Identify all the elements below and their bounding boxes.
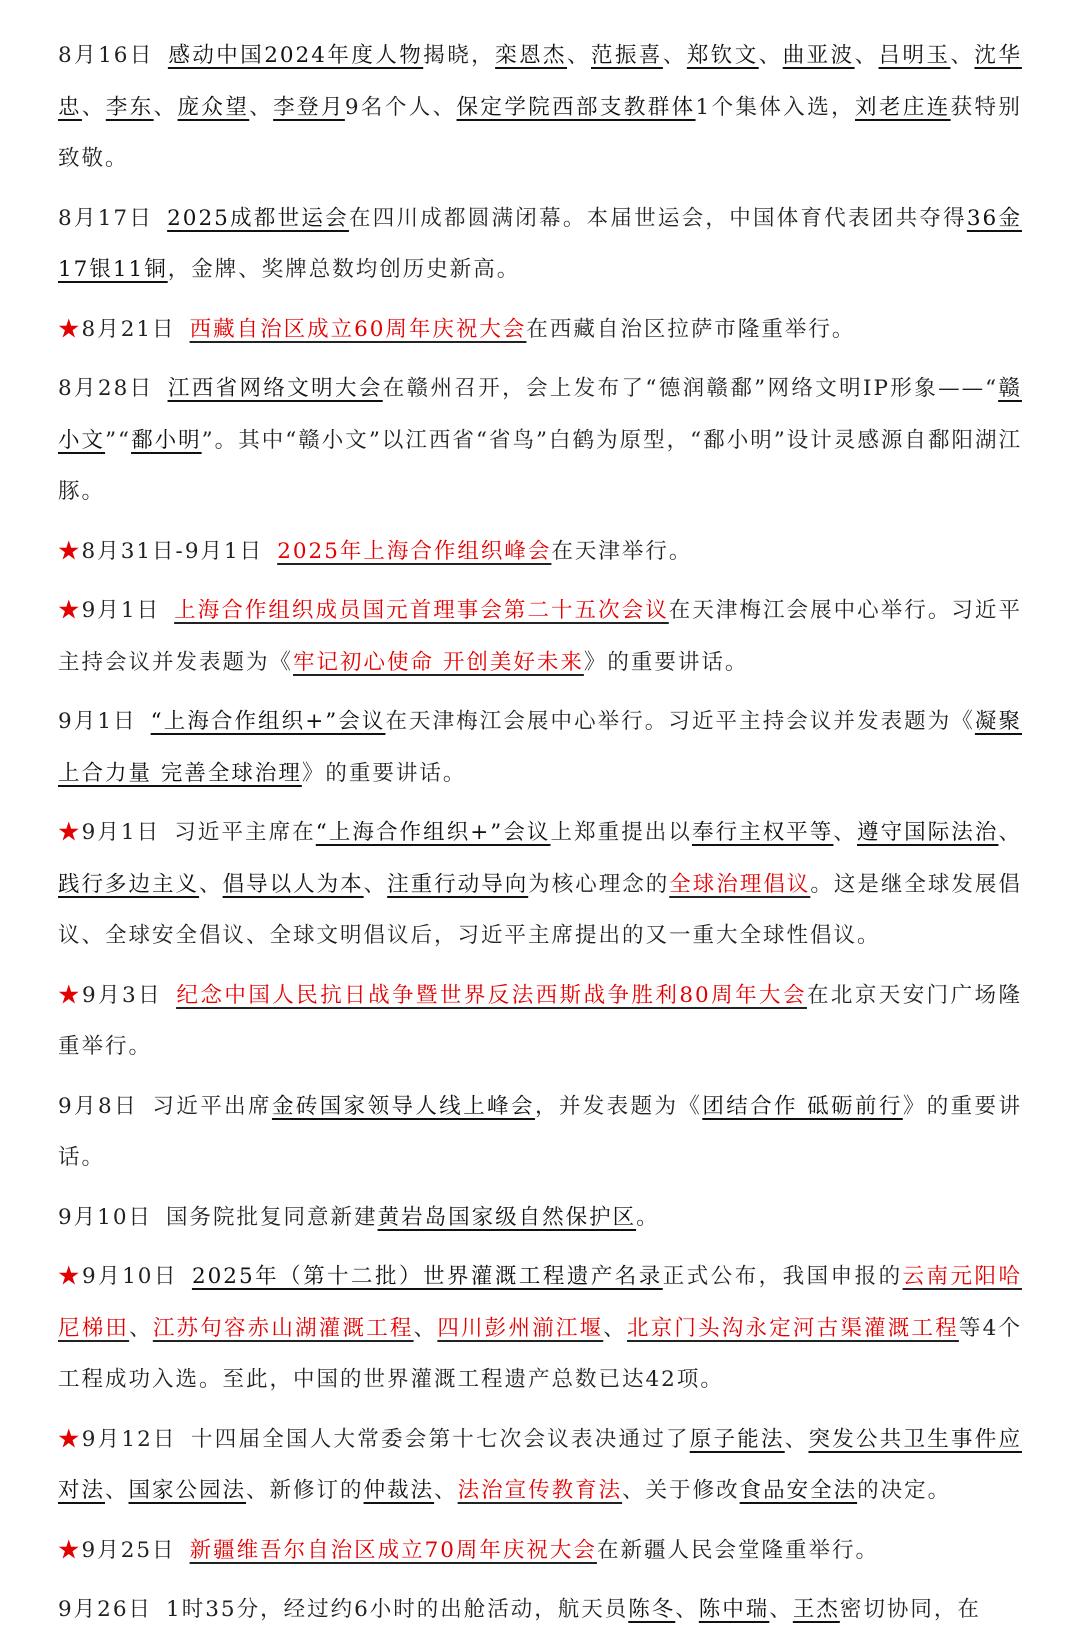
event-text: 习近平主席在 (174, 820, 316, 845)
underlined-term: 食品安全法 (739, 1478, 858, 1503)
event-text: 、 (950, 43, 975, 68)
event-date: 9月25日 (81, 1537, 176, 1563)
event-text: 在赣州召开，会上发布了“德润赣鄱”网络文明IP形象——“ (382, 376, 999, 401)
underlined-term: 李东 (105, 94, 154, 120)
underlined-term: 注重行动导向 (387, 871, 529, 897)
event-entry (58, 193, 1022, 296)
event-text: 、 (998, 820, 1022, 845)
underlined-term: 仲裁法 (363, 1478, 435, 1503)
event-text: 正式公布，我国申报的 (662, 1264, 903, 1289)
star-icon: ★ (58, 598, 82, 623)
highlighted-term: 2025年上海合作组织峰会 (277, 538, 552, 564)
underlined-term: 江西省网络文明大会 (167, 376, 383, 401)
event-text: 、 (249, 94, 274, 120)
underlined-term: 原子能法 (689, 1426, 785, 1452)
event-text: 为核心理念的 (528, 871, 670, 897)
event-text: 、 (434, 1478, 458, 1503)
event-entry (58, 585, 1022, 688)
event-text: 在天津举行。 (551, 538, 693, 564)
star-icon: ★ (58, 538, 82, 564)
underlined-term: “上海合作组织+”会议 (315, 820, 551, 845)
underlined-term: 陈冬 (628, 1597, 676, 1622)
event-text: ”“ (105, 427, 132, 453)
highlighted-term: 新疆维吾尔自治区成立70周年庆祝大会 (189, 1537, 597, 1563)
underlined-term: 奉行主权平等 (691, 820, 834, 845)
underlined-term: 倡导以人为本 (222, 871, 364, 897)
event-text: 在新疆人民会堂隆重举行。 (596, 1537, 879, 1563)
event-text: 、 (769, 1597, 793, 1622)
event-text: 1个集体入选， (695, 94, 856, 120)
event-entry (58, 807, 1022, 962)
event-text: 习近平出席 (152, 1093, 272, 1119)
highlighted-term: 江苏句容赤山湖灌溉工程 (152, 1315, 414, 1341)
event-text: 、 (662, 43, 687, 68)
underlined-term: 感动中国2024年度人物 (167, 43, 424, 68)
event-text: 。这是继全球发展倡议、全球安全倡议、全球文明倡议后，习近平主席提出的又一重大全球性倡议。 (58, 871, 1022, 948)
event-text: 、 (567, 43, 591, 68)
underlined-term: 国家公园法 (128, 1478, 247, 1503)
underlined-term: 36金17银11铜 (58, 205, 1022, 282)
event-text: 、新修订的 (246, 1478, 364, 1503)
event-text: 揭晓， (423, 43, 496, 68)
event-text: 的决定。 (857, 1478, 952, 1503)
event-text: 》的重要讲话。 (58, 1093, 1022, 1170)
event-date: 9月3日 (81, 982, 163, 1008)
event-entry (58, 30, 1022, 185)
star-icon: ★ (58, 820, 82, 845)
event-entry (58, 970, 1022, 1073)
event-entry (58, 1081, 1022, 1184)
event-text: 、 (784, 1426, 809, 1452)
event-date: 9月12日 (81, 1426, 177, 1452)
event-date: 9月1日 (58, 709, 137, 734)
event-text: 、 (603, 1315, 627, 1341)
event-text: 、 (129, 1315, 153, 1341)
underlined-term: 金砖国家领导人线上峰会 (271, 1093, 535, 1119)
event-text: 9名个人、 (344, 94, 457, 120)
event-text: 、 (363, 871, 388, 897)
underlined-term: 践行多边主义 (58, 871, 200, 897)
event-date: 8月17日 (58, 205, 154, 231)
event-text: 获特别致敬。 (58, 94, 1022, 171)
underlined-term: 赣小文 (58, 376, 1022, 453)
highlighted-term: 全球治理倡议 (669, 871, 811, 897)
event-text: 、 (105, 1478, 129, 1503)
underlined-term: 曲亚波 (782, 43, 855, 68)
event-date: 8月16日 (58, 43, 154, 68)
star-icon: ★ (58, 1537, 82, 1563)
underlined-term: 突发公共卫生事件应对法 (58, 1426, 1022, 1503)
event-date: 9月1日 (81, 598, 161, 623)
event-date: 9月10日 (81, 1264, 178, 1289)
event-entry (58, 1251, 1022, 1406)
event-entry (58, 696, 1022, 799)
event-text: 在西藏自治区拉萨市隆重举行。 (526, 316, 856, 342)
star-icon: ★ (58, 1426, 82, 1452)
star-icon: ★ (58, 982, 82, 1008)
event-entry (58, 363, 1022, 518)
underlined-term: 刘老庄连 (855, 94, 951, 120)
event-text: 》的重要讲话。 (583, 649, 749, 675)
underlined-term: 凝聚上合力量 完善全球治理 (58, 709, 1022, 786)
underlined-term: 沈华忠 (58, 43, 1022, 120)
underlined-term: 郑钦文 (686, 43, 759, 68)
event-entry (58, 304, 1022, 356)
highlighted-term: 牢记初心使命 开创美好未来 (293, 649, 584, 675)
event-date: 9月8日 (58, 1093, 138, 1119)
event-text: 十四届全国人大常委会第十七次会议表决通过了 (190, 1426, 690, 1452)
underlined-term: 2025年（第十二批）世界灌溉工程遗产名录 (191, 1264, 663, 1289)
underlined-term: 团结合作 砥砺前行 (702, 1093, 903, 1119)
event-entry (58, 1414, 1022, 1517)
event-text: 》的重要讲话。 (301, 760, 467, 786)
highlighted-term: 四川彭州湔江堰 (437, 1315, 604, 1341)
event-text: ”。其中“赣小文”以江西省“省鸟”白鹤为原型，“鄱小明”设计灵感源自鄱阳湖江豚。 (58, 427, 1022, 504)
event-text: 、 (199, 871, 223, 897)
underlined-term: 范振喜 (590, 43, 663, 68)
highlighted-term: 北京门头沟永定河古渠灌溉工程 (626, 1315, 959, 1341)
underlined-term: 保定学院西部支教群体 (456, 94, 696, 120)
event-text: ，并发表题为《 (534, 1093, 703, 1119)
highlighted-term: 云南元阳哈尼梯田 (58, 1264, 1022, 1341)
event-text: 、关于修改 (622, 1478, 740, 1503)
underlined-term: 李登月 (273, 94, 345, 120)
event-text: 、 (413, 1315, 438, 1341)
event-text: 国务院批复同意新建 (166, 1204, 378, 1230)
event-text: 、 (833, 820, 857, 845)
event-date: 8月28日 (58, 376, 154, 401)
underlined-term: 2025成都世运会 (167, 205, 349, 231)
star-icon: ★ (58, 316, 82, 342)
event-text: 、 (81, 94, 106, 120)
underlined-term: 庞众望 (177, 94, 250, 120)
event-text: ，金牌、奖牌总数均创历史新高。 (167, 257, 521, 282)
underlined-term: 陈中瑞 (698, 1597, 770, 1622)
underlined-term: 栾恩杰 (495, 43, 568, 68)
event-text: 。 (636, 1204, 660, 1230)
event-text: 在四川成都圆满闭幕。本届世运会，中国体育代表团共夺得 (348, 205, 967, 231)
underlined-term: 鄱小明 (131, 427, 202, 453)
underlined-term: 王杰 (792, 1597, 840, 1622)
event-text: 1时35分，经过约6小时的出舱活动，航天员 (166, 1597, 629, 1622)
event-text: 、 (758, 43, 783, 68)
event-text: 上郑重提出以 (550, 820, 692, 845)
event-entry (58, 1584, 1022, 1636)
highlighted-term: 法治宣传教育法 (457, 1478, 623, 1503)
star-icon: ★ (58, 1264, 82, 1289)
event-date: 9月26日 (58, 1597, 153, 1622)
highlighted-term: 西藏自治区成立60周年庆祝大会 (189, 316, 527, 342)
event-text: 在天津梅江会展中心举行。习近平主持会议并发表题为《 (385, 709, 975, 734)
event-entry (58, 526, 1022, 578)
event-date: 9月1日 (81, 820, 161, 845)
event-text: 、 (675, 1597, 699, 1622)
underlined-term: “上海合作组织+”会议 (150, 709, 386, 734)
underlined-term: 吕明玉 (878, 43, 951, 68)
event-date: 8月31日-9月1日 (81, 538, 264, 564)
event-entry (58, 1525, 1022, 1577)
event-text: 等4个工程成功入选。至此，中国的世界灌溉工程遗产总数已达42项。 (58, 1315, 1022, 1392)
event-text: 、 (854, 43, 879, 68)
event-date: 9月10日 (58, 1204, 153, 1230)
event-text: 在北京天安门广场隆重举行。 (58, 982, 1022, 1059)
event-text: 在天津梅江会展中心举行。习近平主持会议并发表题为《 (58, 598, 1022, 675)
underlined-term: 遵守国际法治 (857, 820, 999, 845)
highlighted-term: 上海合作组织成员国元首理事会第二十五次会议 (174, 598, 669, 623)
event-text: 、 (153, 94, 178, 120)
event-date: 8月21日 (81, 316, 176, 342)
underlined-term: 黄岩岛国家级自然保护区 (377, 1204, 637, 1230)
event-text: 密切协同，在 (839, 1597, 981, 1622)
highlighted-term: 纪念中国人民抗日战争暨世界反法西斯战争胜利80周年大会 (176, 982, 807, 1008)
event-entry (58, 1192, 1022, 1244)
